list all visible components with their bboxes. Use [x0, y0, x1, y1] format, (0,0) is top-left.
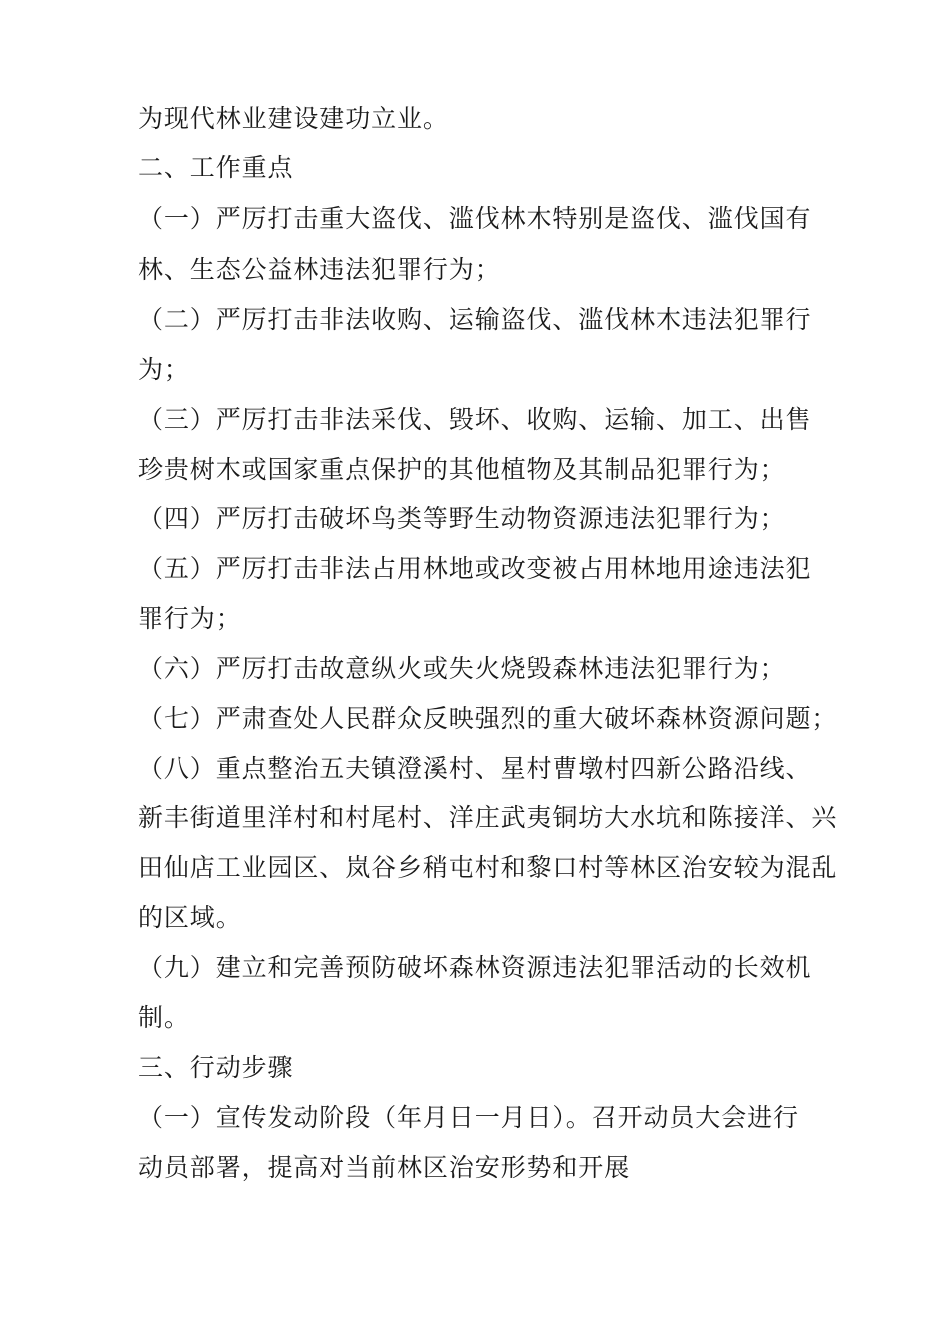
- list-item-line: （九）建立和完善预防破坏森林资源违法犯罪活动的长效机: [138, 953, 812, 982]
- list-item-line: （二）严厉打击非法收购、运输盗伐、滥伐林木违法犯罪行: [138, 305, 812, 334]
- list-item-line: （七）严肃查处人民群众反映强烈的重大破坏森林资源问题；: [138, 704, 838, 733]
- list-item-line: （四）严厉打击破坏鸟类等野生动物资源违法犯罪行为；: [138, 504, 786, 533]
- section-heading: 二、工作重点: [138, 153, 294, 182]
- list-item-line: 田仙店工业园区、岚谷乡稍屯村和黎口村等林区治安较为混乱: [138, 853, 838, 882]
- list-item-line: 为；: [138, 355, 190, 384]
- list-item-line: 动员部署，提高对当前林区治安形势和开展: [138, 1153, 631, 1182]
- section-heading: 三、行动步骤: [138, 1053, 294, 1082]
- list-item-line: 新丰街道里洋村和村尾村、洋庄武夷铜坊大水坑和陈接洋、兴: [138, 803, 838, 832]
- list-item-line: 制。: [138, 1003, 190, 1032]
- list-item-line: （六）严厉打击故意纵火或失火烧毁森林违法犯罪行为；: [138, 654, 786, 683]
- list-item-line: （五）严厉打击非法占用林地或改变被占用林地用途违法犯: [138, 554, 812, 583]
- list-item-line: 的区域。: [138, 903, 242, 932]
- paragraph-line: 为现代林业建设建功立业。: [138, 104, 449, 133]
- list-item-line: 珍贵树木或国家重点保护的其他植物及其制品犯罪行为；: [138, 455, 786, 484]
- list-item-line: （一）严厉打击重大盗伐、滥伐林木特别是盗伐、滥伐国有: [138, 204, 812, 233]
- list-item-line: （三）严厉打击非法采伐、毁坏、收购、运输、加工、出售: [138, 405, 812, 434]
- list-item-line: （一）宣传发动阶段（年月日一月日）。召开动员大会进行: [138, 1103, 799, 1132]
- list-item-line: （八）重点整治五夫镇澄溪村、星村曹墩村四新公路沿线、: [138, 754, 812, 783]
- list-item-line: 罪行为；: [138, 604, 242, 633]
- list-item-line: 林、生态公益林违法犯罪行为；: [138, 255, 501, 284]
